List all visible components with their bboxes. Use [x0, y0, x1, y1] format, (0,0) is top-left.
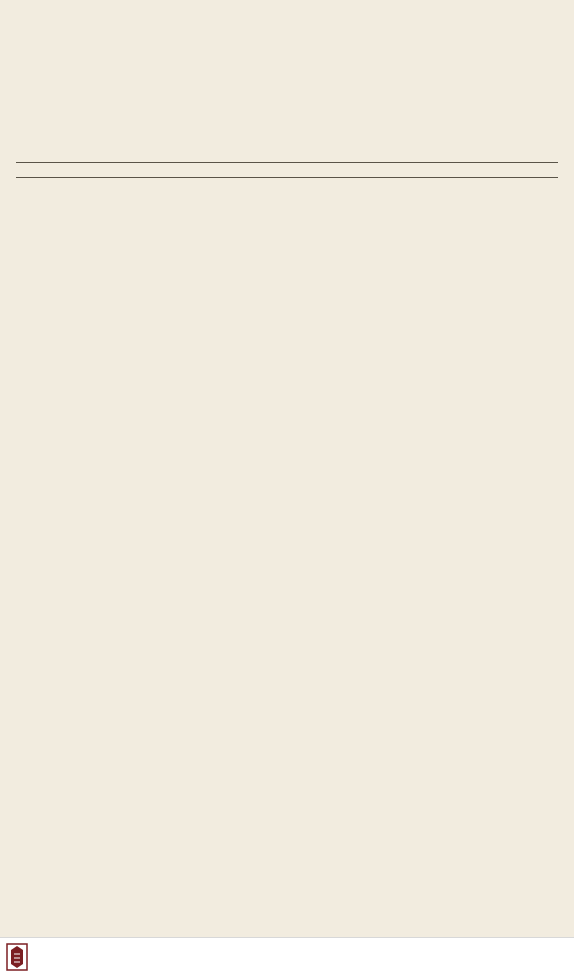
section-rule: [16, 162, 558, 163]
section-rule-bottom: [16, 177, 558, 178]
miscellan-section: [16, 162, 558, 182]
viewer-footer: [0, 937, 574, 978]
university-seal-icon: [6, 942, 28, 974]
